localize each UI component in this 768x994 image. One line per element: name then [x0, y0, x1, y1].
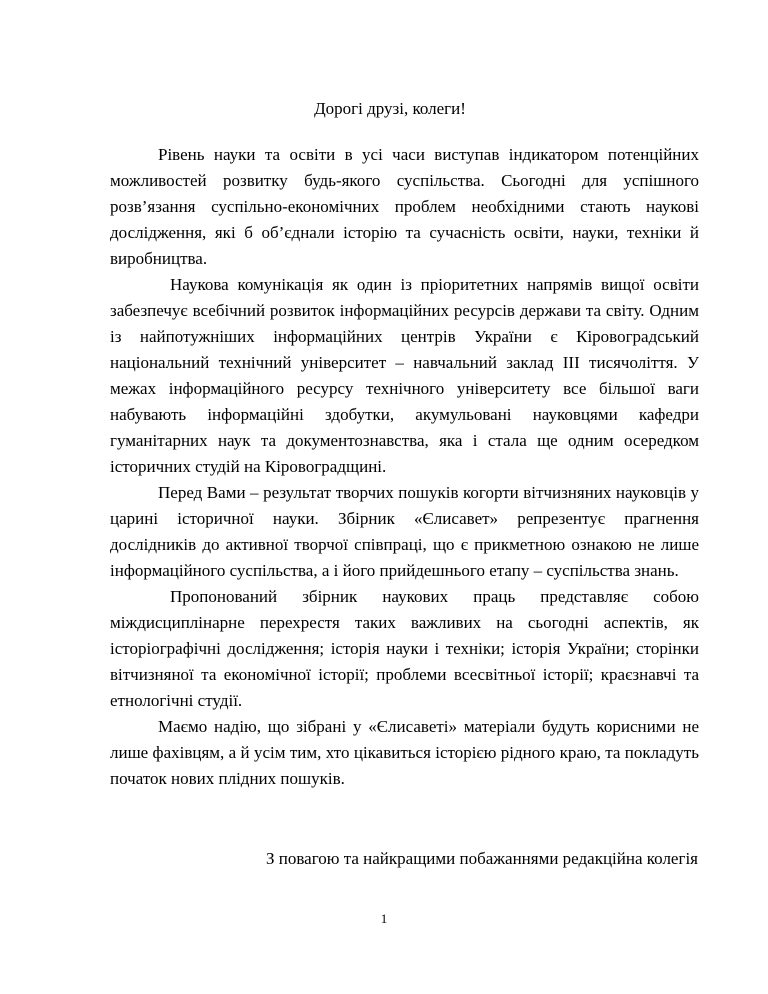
paragraph: Маємо надію, що зібрані у «Єлисаветі» матеріали будуть корисними не лише фахівцям, а й усім тим, хто цікавиться історією рідного краю, та покладуть початок нових плідних пошуків.: [110, 717, 699, 788]
salutation: Дорогі друзі, колеги!: [314, 99, 466, 118]
paragraph: Пропонований збірник наукових праць представляє собою міждисциплінарне перехрестя таких важливих на сьогодні аспектів, як історіографічні дослідження; історія науки і техніки; історія України; сторінки вітчизняної та економічної історії; проблеми всесвітньої історії; краєзнавчі та етнологічні студії.: [110, 587, 699, 710]
paragraph: Рівень науки та освіти в усі часи виступав індикатором потенційних можливостей розвитку будь-якого суспільства. Сьогодні для успішного розв’язання суспільно-економічних проблем необхідними стають наукові дослідження, які б об’єднали історію та сучасність освіти, науки, техніки й виробництва.: [110, 145, 699, 268]
body-text: [110, 142, 699, 792]
paragraph: Наукова комунікація як один із пріоритетних напрямів вищої освіти забезпечує всебічний розвиток інформаційних ресурсів держави та світу. Одним із найпотужніших інформаційних центрів України є Кіровоградський національний технічний університет – навчальний заклад ІІІ тисячоліття. У межах інформаційного ресурсу технічного університету все більшої ваги набувають інформаційні здобутки, акумульовані науковцями кафедри гуманітарних наук та документознавства, яка і стала ще одним осередком історичних студій на Кіровоградщині.: [110, 275, 699, 476]
page-number: 1: [380, 911, 388, 926]
paragraph: Перед Вами – результат творчих пошуків когорти вітчизняних науковців у царині історичної науки. Збірник «Єлисавет» репрезентує прагнення дослідників до активної творчої співпраці, що є прикметною ознакою не лише інформаційного суспільства, а і його прийдешнього етапу – суспільства знань.: [110, 483, 699, 580]
signature: З повагою та найкращими побажаннями редакційна колегія: [266, 849, 698, 868]
